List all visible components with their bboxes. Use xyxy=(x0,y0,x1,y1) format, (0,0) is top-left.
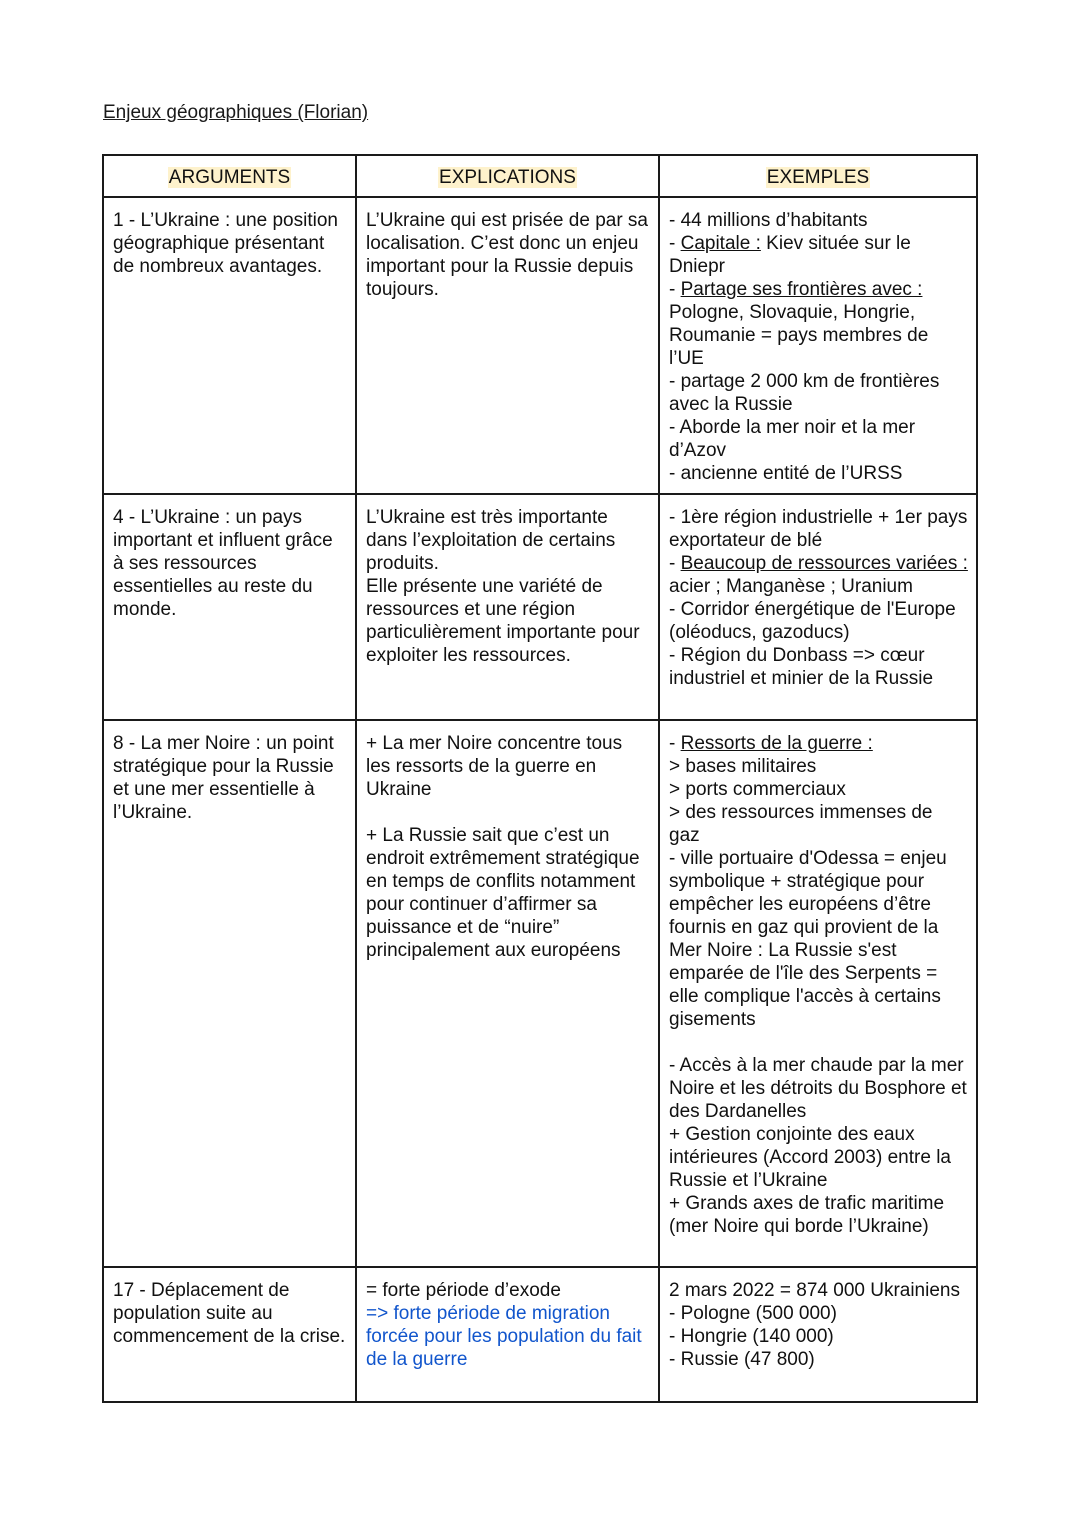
header-explications: EXPLICATIONS xyxy=(356,155,659,197)
table-header-row xyxy=(103,155,977,197)
argument-cell: 4 - L’Ukraine : un pays important et influent grâce à ses ressources essentielles au reste du monde. xyxy=(103,494,356,720)
exemples-cell: - 44 millions d’habitants - Capitale : Kiev située sur le Dniepr - Partage ses frontières avec : Pologne, Slovaquie, Hongrie, Roumanie = pays membres de l’UE - partage 2 000 km de frontières avec la Russie - Aborde la mer noir et la mer d’Azov - ancienne entité de l’URSS xyxy=(659,197,977,494)
explication-cell: L’Ukraine est très importante dans l’exploitation de certains produits. Elle présente une variété de ressources et une région particulièrement importante pour exploiter les ressources. xyxy=(356,494,659,720)
header-arguments: ARGUMENTS xyxy=(103,155,356,197)
table-row xyxy=(103,1267,977,1402)
arguments-table xyxy=(102,154,978,1403)
explication-cell: = forte période d’exode => forte période de migration forcée pour les population du fait de la guerre xyxy=(356,1267,659,1402)
table-row xyxy=(103,494,977,720)
exemples-cell: 2 mars 2022 = 874 000 Ukrainiens - Pologne (500 000) - Hongrie (140 000) - Russie (47 800) xyxy=(659,1267,977,1402)
table-row xyxy=(103,720,977,1267)
table-row xyxy=(103,197,977,494)
exemples-cell: - Ressorts de la guerre : > bases militaires > ports commerciaux > des ressources immenses de gaz - ville portuaire d'Odessa = enjeu symbolique + stratégique pour empêcher les européens d’être fournis en gaz qui provient de la Mer Noire : La Russie s'est emparée de l'île des Serpents = elle complique l'accès à certains gisements - Accès à la mer chaude par la mer Noire et les détroits du Bosphore et des Dardanelles + Gestion conjointe des eaux intérieures (Accord 2003) entre la Russie et l’Ukraine + Grands axes de trafic maritime (mer Noire qui borde l’Ukraine) xyxy=(659,720,977,1267)
argument-cell: 8 - La mer Noire : un point stratégique pour la Russie et une mer essentielle à l’Ukraine. xyxy=(103,720,356,1267)
argument-cell: 1 - L’Ukraine : une position géographique présentant de nombreux avantages. xyxy=(103,197,356,494)
explication-cell: L’Ukraine qui est prisée de par sa localisation. C’est donc un enjeu important pour la Russie depuis toujours. xyxy=(356,197,659,494)
document-title: Enjeux géographiques (Florian) xyxy=(103,102,369,123)
explication-cell: + La mer Noire concentre tous les ressorts de la guerre en Ukraine + La Russie sait que c’est un endroit extrêmement stratégique en temps de conflits notamment pour continuer d’affirmer sa puissance et de “nuire” principalement aux européens xyxy=(356,720,659,1267)
argument-cell: 17 - Déplacement de population suite au commencement de la crise. xyxy=(103,1267,356,1402)
exemples-cell: - 1ère région industrielle + 1er pays exportateur de blé - Beaucoup de ressources variées : acier ; Manganèse ; Uranium - Corridor énergétique de l'Europe (oléoducs, gazoducs) - Région du Donbass => cœur industriel et minier de la Russie xyxy=(659,494,977,720)
header-exemples: EXEMPLES xyxy=(659,155,977,197)
